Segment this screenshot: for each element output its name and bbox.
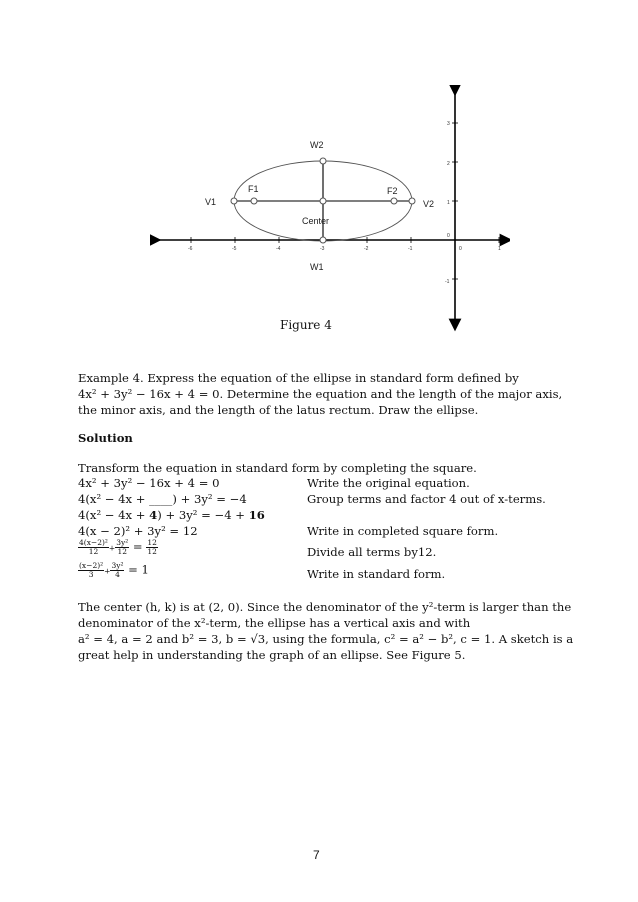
solution-heading: Solution (78, 431, 133, 445)
page-number: 7 (313, 848, 320, 862)
step-2-note: Group terms and factor 4 out of x-terms. (307, 492, 546, 506)
label-w1: W1 (310, 262, 324, 272)
step-6-equation: $\frac{\text{(x−2)²}}{3}$ + $\frac{\text{3y²}}{4}$ = 1 (79, 561, 149, 579)
x-tick-label: -3 (320, 246, 325, 252)
step-3-equation (78, 508, 265, 522)
step-4-note: Write in completed square form. (307, 524, 499, 538)
solution-intro: Transform the equation in standard form by completing the square. (78, 461, 477, 475)
label-w2: W2 (310, 140, 324, 150)
center-point (320, 198, 326, 204)
step-3-part-a: 4(x² − 4x + (78, 508, 150, 522)
x-tick-label: 0 (459, 246, 462, 252)
vertex-v1-point (231, 198, 237, 204)
vertex-v2-point (409, 198, 415, 204)
figure-caption: Figure 4 (280, 318, 332, 332)
fraction: $\frac{\text{(x−2)²}}{3}$ (79, 561, 104, 579)
conclusion-line-3: a² = 4, a = 2 and b² = 3, b = √3, using the formula, c² = a² − b², c = 1. A sketch is a (78, 632, 574, 646)
covertex-w2-point (320, 158, 326, 164)
example-line-3: the minor axis, and the length of the latus rectum. Draw the ellipse. (78, 403, 479, 417)
covertex-w1-point (320, 237, 326, 243)
fraction: $\frac{12}{12}$ (147, 538, 157, 556)
x-tick-label: -6 (188, 246, 193, 252)
label-f2: F2 (387, 186, 398, 196)
conclusion-line-4: great help in understanding the graph of an ellipse. See Figure 5. (78, 648, 466, 662)
ellipse-figure (150, 85, 510, 335)
fraction: $\frac{\text{4(x−2)²}}{12}$ (79, 538, 108, 556)
example-line-1: Example 4. Express the equation of the ellipse in standard form defined by (78, 371, 519, 385)
example-line-2: 4x² + 3y² − 16x + 4 = 0. Determine the equation and the length of the major axis, (78, 387, 563, 401)
x-tick-label: -2 (364, 246, 369, 252)
step-4-equation: 4(x − 2)² + 3y² = 12 (78, 524, 198, 538)
fraction: $\frac{\text{3y²}}{4}$ (111, 561, 124, 579)
step-1-note: Write the original equation. (307, 476, 470, 490)
x-tick-label: -5 (232, 246, 237, 252)
step-1-equation: 4x² + 3y² − 16x + 4 = 0 (78, 476, 220, 490)
focus-f2-point (391, 198, 397, 204)
step-3-added-term: 4 (149, 508, 158, 522)
label-f1: F1 (248, 184, 259, 194)
step-2-equation: 4(x² − 4x + ____) + 3y² = −4 (78, 492, 247, 506)
x-tick-label: -4 (276, 246, 281, 252)
fraction: $\frac{\text{3y²}}{12}$ (116, 538, 129, 556)
x-tick-label: 1 (498, 246, 501, 252)
focus-f1-point (251, 198, 257, 204)
step-5-equation: $\frac{\text{4(x−2)²}}{12}$ + $\frac{\text{3y²}}{12}$ = $\frac{12}{12}$ (79, 538, 157, 556)
step-3-added-constant: 16 (248, 508, 265, 522)
conclusion-line-1: The center (h, k) is at (2, 0). Since the denominator of the y²-term is larger than the (78, 600, 572, 614)
label-v2: V2 (423, 199, 435, 209)
y-tick-label: 0 (447, 233, 450, 239)
y-tick-label: -1 (445, 279, 450, 285)
step-3-part-c: ) + 3y² = −4 + (157, 508, 249, 522)
step-5-note: Divide all terms by12. (307, 545, 437, 559)
label-center: Center (302, 216, 330, 226)
step-6-note: Write in standard form. (307, 567, 446, 581)
conclusion-line-2: denominator of the x²-term, the ellipse has a vertical axis and with (78, 616, 471, 630)
label-v1: V1 (205, 197, 217, 207)
y-tick-label: 2 (447, 161, 450, 167)
y-tick-label: 1 (447, 200, 450, 206)
y-tick-label: 3 (447, 121, 450, 127)
x-tick-label: -1 (408, 246, 413, 252)
